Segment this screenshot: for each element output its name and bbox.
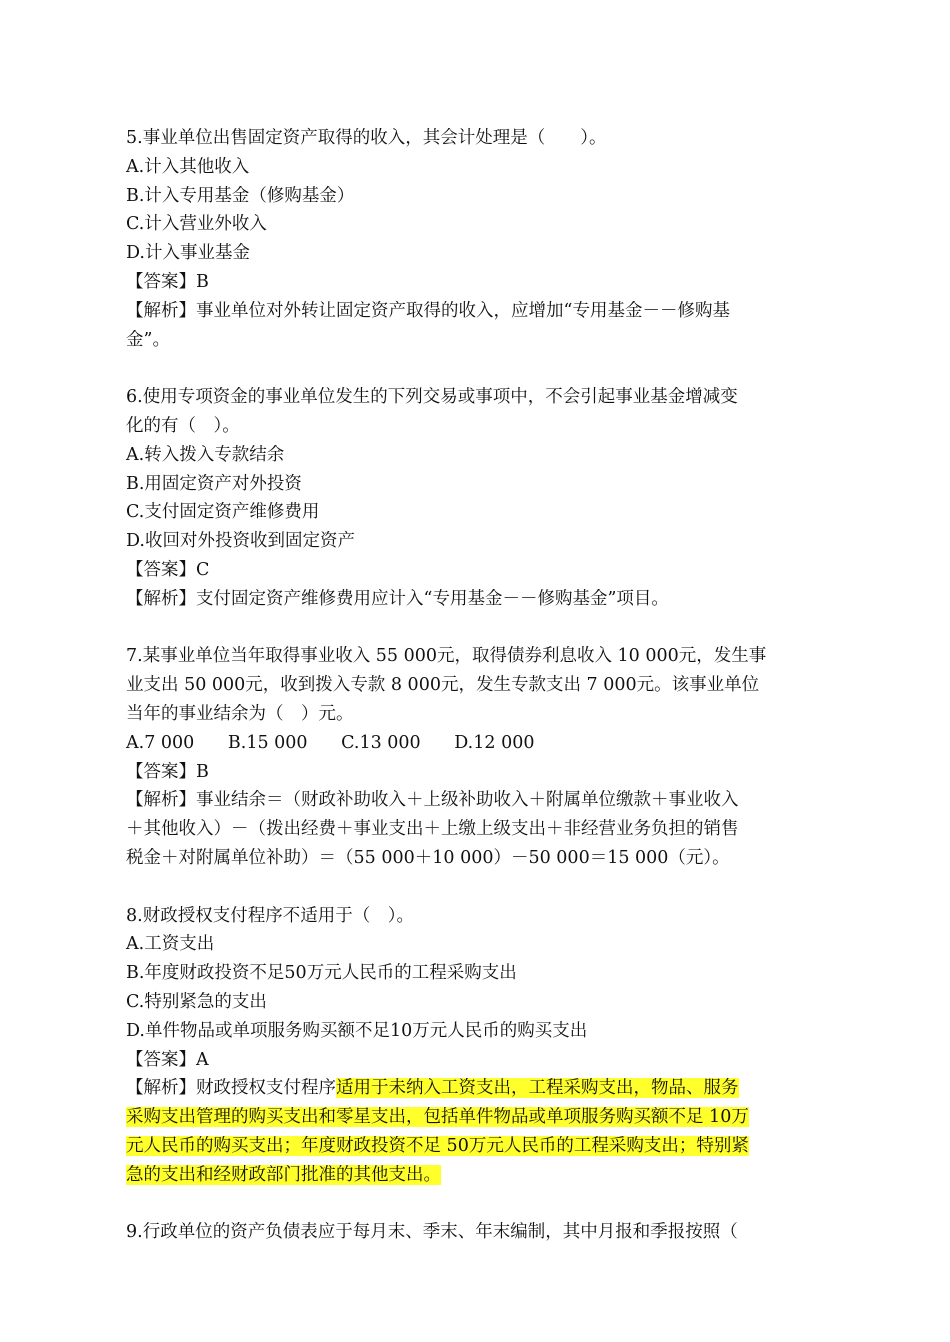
answer: 【答案】C xyxy=(126,559,210,580)
option-a: A.转入拨入专款结余 xyxy=(126,444,285,465)
option-a: A.7 000 xyxy=(126,732,195,753)
analysis-line xyxy=(126,1161,826,1190)
highlighted-text: 急的支出和经财政部门批准的其他支出。 xyxy=(126,1164,441,1185)
question-stem: 8.财政授权支付程序不适用于（ ）。 xyxy=(126,905,414,926)
analysis-line xyxy=(126,1103,826,1132)
spacer xyxy=(126,614,826,643)
spacer xyxy=(126,873,826,902)
analysis-prefix: 【解析】财政授权支付程序 xyxy=(126,1078,336,1099)
option-d: D.单件物品或单项服务购买额不足10万元人民币的购买支出 xyxy=(126,1020,588,1041)
analysis-line: 【解析】支付固定资产维修费用应计入“专用基金－－修购基金”项目。 xyxy=(126,588,669,609)
question-7 xyxy=(126,642,826,872)
analysis-line: 【解析】事业单位对外转让固定资产取得的收入，应增加“专用基金－－修购基 xyxy=(126,300,730,321)
question-stem: 化的有（ ）。 xyxy=(126,415,240,436)
option-d: D.计入事业基金 xyxy=(126,243,250,264)
question-stem: 业支出 50 000元，收到拨入专款 8 000元，发生专款支出 7 000元。该事业单位 xyxy=(126,675,760,696)
option-b: B.用固定资产对外投资 xyxy=(126,473,302,494)
option-a: A.计入其他收入 xyxy=(126,156,250,177)
highlighted-text: 元人民币的购买支出；年度财政投资不足 50万元人民币的工程采购支出；特别紧 xyxy=(126,1135,749,1156)
question-stem: 5.事业单位出售固定资产取得的收入，其会计处理是（ ）。 xyxy=(126,128,607,148)
option-b: B.年度财政投资不足50万元人民币的工程采购支出 xyxy=(126,963,517,984)
spacer xyxy=(126,354,826,383)
option-b: B.计入专用基金（修购基金） xyxy=(126,185,355,206)
analysis-line xyxy=(126,1074,826,1103)
analysis-line: 【解析】事业结余＝（财政补助收入＋上级补助收入＋附属单位缴款＋事业收入 xyxy=(126,790,739,811)
question-stem: 6.使用专项资金的事业单位发生的下列交易或事项中，不会引起事业基金增减变 xyxy=(126,387,738,408)
option-a: A.工资支出 xyxy=(126,934,215,955)
analysis-line: 税金＋对附属单位补助）＝（55 000＋10 000）－50 000＝15 000（元）。 xyxy=(126,847,730,868)
option-d: D.收回对外投资收到固定资产 xyxy=(126,531,355,552)
analysis-line xyxy=(126,1132,826,1161)
question-stem: 9.行政单位的资产负债表应于每月末、季末、年末编制，其中月报和季报按照（ xyxy=(126,1222,738,1243)
option-c: C.13 000 xyxy=(341,732,421,753)
option-c: C.计入营业外收入 xyxy=(126,214,267,235)
analysis-line: ＋其他收入）－（拨出经费＋事业支出＋上缴上级支出＋非经营业务负担的销售 xyxy=(126,819,739,840)
options-row xyxy=(126,729,826,758)
option-d: D.12 000 xyxy=(454,732,535,753)
question-9 xyxy=(126,1218,826,1247)
question-stem: 当年的事业结余为（ ）元。 xyxy=(126,703,354,724)
answer: 【答案】B xyxy=(126,761,209,782)
option-b: B.15 000 xyxy=(227,732,308,753)
analysis-line: 金”。 xyxy=(126,329,170,350)
highlighted-text: 采购支出管理的购买支出和零星支出，包括单件物品或单项服务购买额不足 10万 xyxy=(126,1107,749,1128)
option-c: C.特别紧急的支出 xyxy=(126,991,267,1012)
question-5 xyxy=(126,124,826,354)
question-6 xyxy=(126,383,826,613)
question-stem: 7.某事业单位当年取得事业收入 55 000元，取得债券利息收入 10 000元，发生事 xyxy=(126,646,767,667)
answer: 【答案】A xyxy=(126,1049,209,1070)
question-8 xyxy=(126,902,826,1190)
answer: 【答案】B xyxy=(126,271,209,292)
highlighted-text: 适用于未纳入工资支出，工程采购支出，物品、服务 xyxy=(336,1078,739,1099)
option-c: C.支付固定资产维修费用 xyxy=(126,502,320,523)
spacer xyxy=(126,1189,826,1218)
document-page xyxy=(126,124,826,1247)
